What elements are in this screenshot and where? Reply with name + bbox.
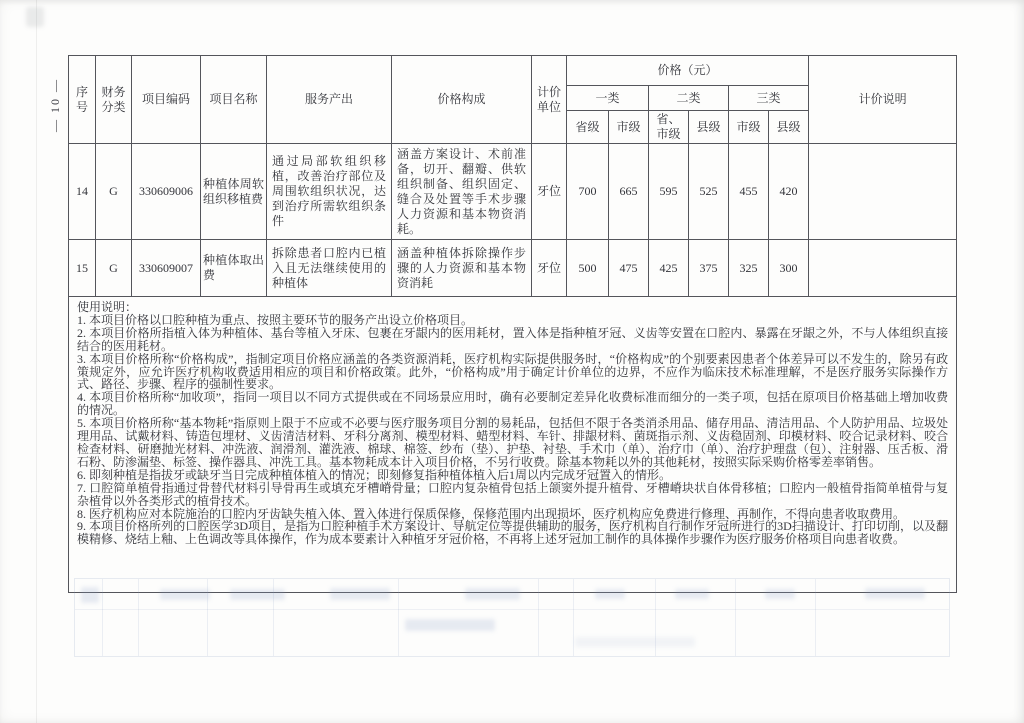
bleedthrough-line bbox=[102, 579, 103, 656]
bleedthrough-line bbox=[398, 579, 399, 656]
usage-notes-title: 使用说明： bbox=[77, 300, 138, 314]
bleedthrough-smudge bbox=[575, 637, 695, 647]
col-header-sub-city-3: 市级 bbox=[729, 111, 769, 144]
bleedthrough-smudge bbox=[230, 589, 285, 600]
cell-price-2-provcity: 595 bbox=[649, 144, 689, 240]
scan-artifact bbox=[26, 7, 44, 27]
usage-note-8: 8. 医疗机构应对本院施治的口腔内牙齿缺失植入体、置入体进行保质保修，保修范围内出现损坏，医疗机构应免费进行修理、再制作，不得向患者收取费用。 bbox=[77, 506, 906, 521]
col-header-sub-prov-city-2: 省、市级 bbox=[649, 111, 689, 144]
col-header-sub-provincial-1: 省级 bbox=[567, 111, 609, 144]
header-row-1 bbox=[69, 56, 957, 86]
cell-item-name: 种植体取出费 bbox=[201, 240, 267, 297]
bleedthrough-smudge bbox=[675, 589, 709, 599]
col-header-price-composition: 价格构成 bbox=[392, 56, 532, 144]
bleedthrough-smudge bbox=[405, 619, 495, 631]
col-header-item-name: 项目名称 bbox=[201, 56, 267, 144]
col-header-class2: 二类 bbox=[649, 86, 729, 111]
usage-note-5: 5. 本项目价格所称“基本物耗”指原则上限于不应或不必要与医疗服务项目分割的易耗品，包括但不限于各类消杀用品、储存用品、清洁用品、个人防护用品、垃圾处理用品、试戴材料、铸造包埋材、义齿清洁材料、牙科分离剂、模型材料、蜡型材料、车针、排龈材料、菌斑指示剂、义齿稳固剂、印模材料、咬合记录材料、咬合检查材料、研磨抛光材料、冲洗液、润滑剂、灌洗液、棉球、棉签、纱布（垫）、护垫、衬垫、手术巾（单）、治疗巾（单）、治疗护理盘（包）、注射器、压舌板、滑石粉、防渗漏垫、标签、操作器具、冲洗工具。基本物耗成本计入项目价格，不另行收费。除基本物耗以外的其他耗材，按照实际采购价格零差率销售。 bbox=[77, 416, 949, 469]
col-header-item-code: 项目编码 bbox=[132, 56, 201, 144]
cell-item-name: 种植体周软组织移植费 bbox=[201, 144, 267, 240]
usage-notes-cell bbox=[69, 297, 957, 593]
cell-price-3-county: 420 bbox=[769, 144, 809, 240]
bleedthrough-ghost-table bbox=[74, 578, 950, 657]
usage-note-3: 3. 本项目价格所称“价格构成”，指制定项目价格应涵盖的各类资源消耗，医疗机构实际提供服务时，“价格构成”的个别要素因患者个体差异可以不发生的，除另有政策规定外，应允许医疗机构收费适用相应的项目和价格政策。此外，“价格构成”用于确定计价单位的边界，不应作为临床技术标准理解，不是医疗服务实际操作方式、路径、步骤、程序的强制性要求。 bbox=[77, 351, 949, 392]
cell-seq: 15 bbox=[69, 240, 96, 297]
usage-note-2: 2. 本项目价格所指植入体为种植体、基台等植入牙床、包裹在牙龈内的医用耗材，置入体是指种植牙冠、义齿等安置在口腔内、暴露在牙龈之外，不与人体组织直接结合的医用耗材。 bbox=[77, 325, 949, 353]
usage-note-1: 1. 本项目价格以口腔种植为重点、按照主要环节的服务产出设立价格项目。 bbox=[77, 312, 474, 327]
table-row bbox=[69, 240, 957, 297]
cell-price-1-city: 665 bbox=[609, 144, 649, 240]
cell-finance-class: G bbox=[96, 240, 132, 297]
bleedthrough-line bbox=[573, 579, 574, 656]
cell-price-3-city: 455 bbox=[729, 144, 769, 240]
cell-pricing-unit: 牙位 bbox=[532, 240, 567, 297]
cell-item-code: 330609007 bbox=[132, 240, 201, 297]
cell-pricing-unit: 牙位 bbox=[532, 144, 567, 240]
usage-notes-row bbox=[69, 297, 957, 593]
bleedthrough-smudge bbox=[595, 589, 625, 599]
cell-price-composition: 涵盖种植体拆除操作步骤的人力资源和基本物资消耗 bbox=[392, 240, 532, 297]
bleedthrough-smudge bbox=[330, 588, 390, 600]
bleedthrough-line bbox=[815, 579, 816, 656]
cell-price-2-county: 375 bbox=[689, 240, 729, 297]
page-number: — 10 — bbox=[48, 78, 62, 132]
cell-price-3-county: 300 bbox=[769, 240, 809, 297]
cell-price-1-prov: 500 bbox=[567, 240, 609, 297]
bleedthrough-smudge bbox=[160, 589, 210, 600]
col-header-service-output: 服务产出 bbox=[267, 56, 392, 144]
col-header-sub-county-2: 县级 bbox=[689, 111, 729, 144]
cell-seq: 14 bbox=[69, 144, 96, 240]
page-fold-line bbox=[36, 0, 37, 723]
col-header-pricing-note: 计价说明 bbox=[809, 56, 957, 144]
usage-note-4: 4. 本项目价格所称“加收项”，指同一项目以不同方式提供或在不同场景应用时，确有必要制定差异化收费标准而细分的一类子项，包括在原项目价格基础上增加收费的情况。 bbox=[77, 390, 949, 418]
col-header-pricing-unit: 计价单位 bbox=[532, 56, 567, 144]
table-row bbox=[69, 144, 957, 240]
col-header-finance-class: 财务分类 bbox=[96, 56, 132, 144]
usage-note-9: 9. 本项目价格所列的口腔医学3D项目，是指为口腔种植手术方案设计、导航定位等提供辅助的服务，医疗机构自行制作牙冠所进行的3D扫描设计、打印切削，以及翻模精修、烧结上釉、上色调改等具体操作，作为成本要素计入种植牙牙冠价格，不再将上述牙冠加工制作的具体操作步骤作为医疗服务价格项目向患者收费。 bbox=[77, 519, 949, 547]
usage-note-6: 6. 即刻种植是指拔牙或缺牙当日完成种植体植入的情况；即刻修复指种植体植入后1周以内完成牙冠置入的情形。 bbox=[77, 467, 672, 482]
bleedthrough-line bbox=[538, 579, 539, 656]
cell-price-composition: 涵盖方案设计、术前准备，切开、翻瓣、供软组织制备、组织固定、缝合及处置等手术步骤人力资源和基本物资消耗。 bbox=[392, 144, 532, 240]
cell-price-1-city: 475 bbox=[609, 240, 649, 297]
col-header-class1: 一类 bbox=[567, 86, 649, 111]
cell-finance-class: G bbox=[96, 144, 132, 240]
cell-price-3-city: 325 bbox=[729, 240, 769, 297]
bleedthrough-line bbox=[138, 579, 139, 656]
bleedthrough-smudge bbox=[465, 588, 520, 600]
col-header-seq: 序号 bbox=[69, 56, 96, 144]
col-header-class3: 三类 bbox=[729, 86, 809, 111]
col-header-sub-city-1: 市级 bbox=[609, 111, 649, 144]
col-header-sub-county-3: 县级 bbox=[769, 111, 809, 144]
usage-note-7: 7. 口腔简单植骨指通过骨替代材料引导骨再生或填充牙槽嵴骨量；口腔内复杂植骨包括上颌窦外提升植骨、牙槽嵴块状自体骨移植；口腔内一般植骨指简单植骨与复杂植骨以外各类形式的植骨技术。 bbox=[77, 480, 949, 508]
bleedthrough-line bbox=[735, 579, 736, 656]
cell-service-output: 通过局部软组织移植，改善治疗部位及周围软组织状况，达到治疗所需软组织条件 bbox=[267, 144, 392, 240]
bleedthrough-smudge bbox=[865, 588, 925, 599]
cell-pricing-note bbox=[809, 240, 957, 297]
bleedthrough-smudge bbox=[81, 587, 99, 603]
cell-price-1-prov: 700 bbox=[567, 144, 609, 240]
cell-price-2-provcity: 425 bbox=[649, 240, 689, 297]
bleedthrough-line bbox=[75, 609, 949, 610]
cell-service-output: 拆除患者口腔内已植入且无法继续使用的种植体 bbox=[267, 240, 392, 297]
price-table bbox=[68, 55, 957, 593]
col-header-price-group: 价格（元） bbox=[567, 56, 809, 86]
cell-price-2-county: 525 bbox=[689, 144, 729, 240]
bleedthrough-smudge bbox=[765, 589, 795, 599]
cell-pricing-note bbox=[809, 144, 957, 240]
cell-item-code: 330609006 bbox=[132, 144, 201, 240]
